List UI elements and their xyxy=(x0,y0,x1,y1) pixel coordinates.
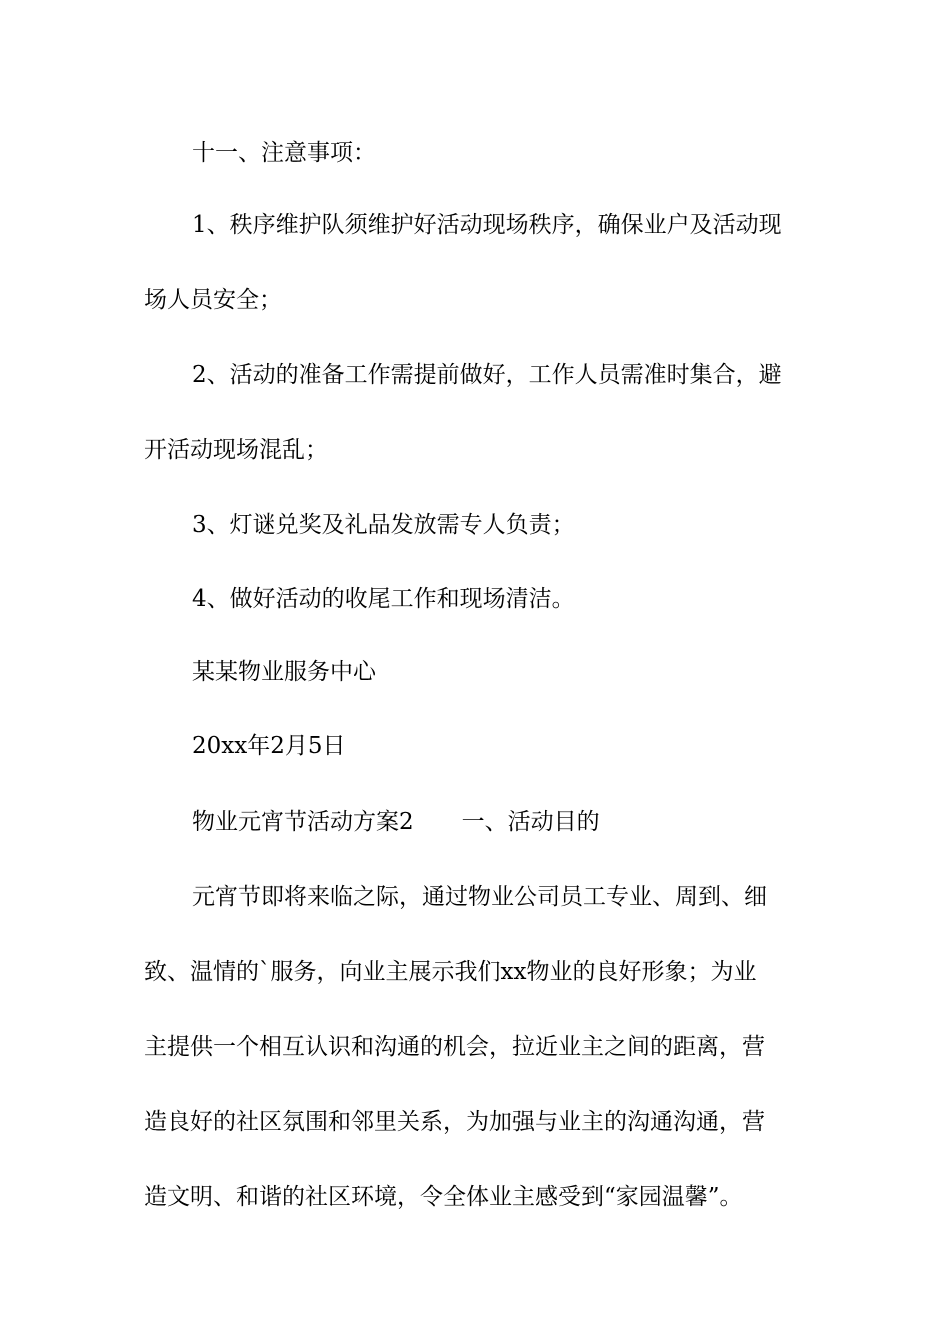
note-3: 3、灯谜兑奖及礼品发放需专人负责； xyxy=(192,512,575,538)
section-heading: 十一、注意事项： xyxy=(192,140,376,166)
paragraph-line-3: 主提供一个相互认识和沟通的机会，拉近业主之间的距离，营 xyxy=(144,1034,765,1060)
signature: 某某物业服务中心 xyxy=(192,659,376,685)
paragraph-line-4: 造良好的社区氛围和邻里关系，为加强与业主的沟通沟通，营 xyxy=(144,1109,765,1135)
paragraph-line-2: 致、温情的`服务，向业主展示我们xx物业的良好形象；为业 xyxy=(144,959,757,985)
plan-subheading: 一、活动目的 xyxy=(461,809,600,835)
note-2-line-1: 2、活动的准备工作需提前做好，工作人员需准时集合，避 xyxy=(192,362,782,388)
note-2-line-2: 开活动现场混乱； xyxy=(144,437,328,463)
note-1-line-1: 1、秩序维护队须维护好活动现场秩序，确保业户及活动现 xyxy=(192,212,782,238)
note-1-line-2: 场人员安全； xyxy=(144,287,282,313)
date: 20xx年2月5日 xyxy=(192,733,346,759)
note-4: 4、做好活动的收尾工作和现场清洁。 xyxy=(192,586,575,612)
paragraph-line-5: 造文明、和谐的社区环境，令全体业主感受到“家园温馨”。 xyxy=(144,1184,743,1210)
plan-title: 物业元宵节活动方案2 xyxy=(192,809,414,835)
plan-title-row xyxy=(192,807,600,837)
paragraph-line-1: 元宵节即将来临之际，通过物业公司员工专业、周到、细 xyxy=(192,884,767,910)
